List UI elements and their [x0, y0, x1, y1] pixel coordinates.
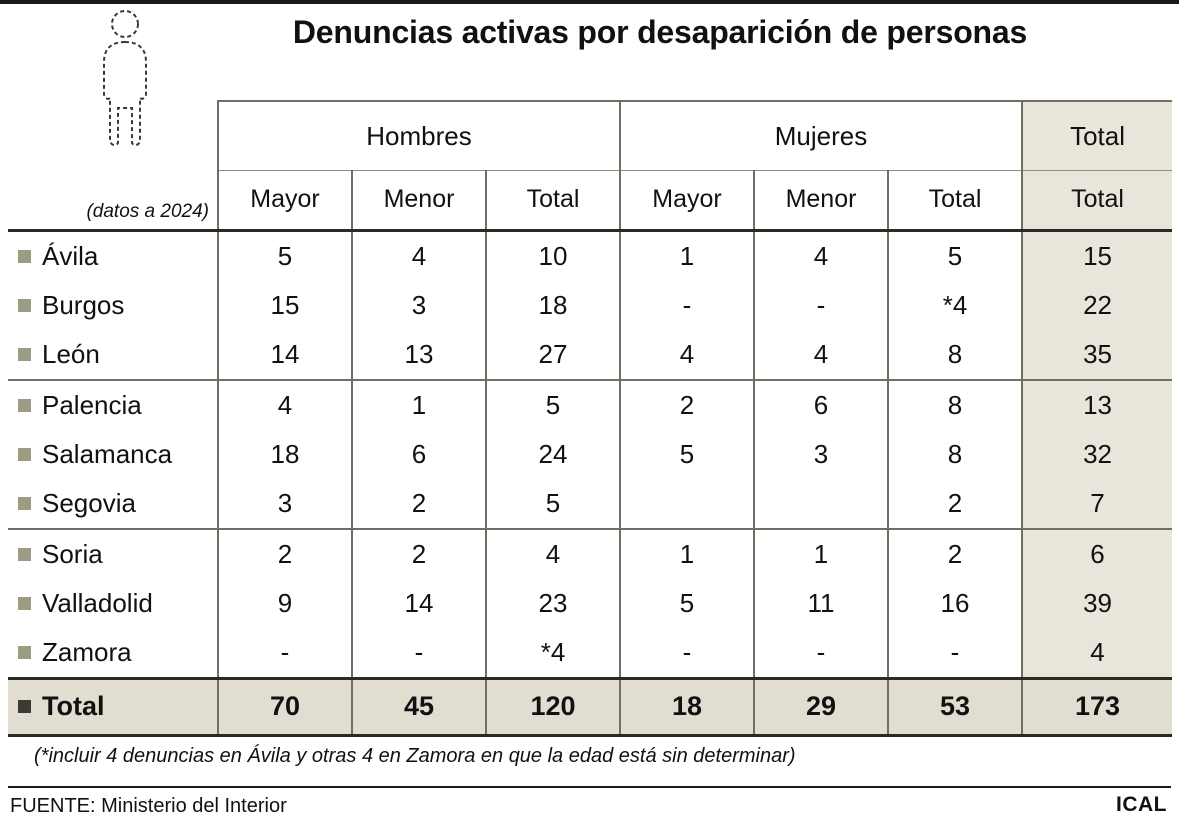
cell-segovia-m-menor: [754, 479, 888, 529]
cell-total-h-mayor: 70: [218, 678, 352, 735]
header-hombres-menor: Menor: [352, 171, 486, 231]
footnote: (*incluir 4 denuncias en Ávila y otras 4 en Zamora en que la edad está sin determinar): [34, 745, 796, 767]
cell-segovia-h-mayor: 3: [218, 479, 352, 529]
cell-avila-total: 15: [1022, 230, 1172, 281]
bullet-square-icon: [18, 646, 31, 659]
cell-salamanca-m-menor: 3: [754, 430, 888, 479]
cell-valladolid-h-menor: 14: [352, 579, 486, 628]
row-label-valladolid: Valladolid: [8, 579, 218, 628]
cell-grand-total: 173: [1022, 678, 1172, 735]
table-row: [8, 330, 1172, 380]
table-row: [8, 230, 1172, 281]
cell-valladolid-h-mayor: 9: [218, 579, 352, 628]
row-label-soria: Soria: [8, 529, 218, 579]
bullet-square-icon: [18, 597, 31, 610]
cell-leon-h-total: 27: [486, 330, 620, 380]
cell-soria-total: 6: [1022, 529, 1172, 579]
cell-burgos-h-menor: 3: [352, 281, 486, 330]
row-label-palencia: Palencia: [8, 380, 218, 430]
cell-zamora-h-total: *4: [486, 628, 620, 679]
row-label-burgos: Burgos: [8, 281, 218, 330]
cell-leon-h-menor: 13: [352, 330, 486, 380]
table-row: [8, 281, 1172, 330]
cell-total-m-mayor: 18: [620, 678, 754, 735]
bullet-square-icon: [18, 250, 31, 263]
row-label-zamora: Zamora: [8, 628, 218, 679]
row-label-segovia: Segovia: [8, 479, 218, 529]
table-row: [8, 479, 1172, 529]
cell-palencia-h-menor: 1: [352, 380, 486, 430]
table-total-row: [8, 678, 1172, 735]
header-hombres-mayor: Mayor: [218, 171, 352, 231]
cell-avila-m-mayor: 1: [620, 230, 754, 281]
row-label-total: Total: [8, 678, 218, 735]
data-table-wrapper: [8, 100, 1172, 737]
data-table: [8, 100, 1172, 737]
table-row: [8, 628, 1172, 679]
cell-segovia-h-total: 5: [486, 479, 620, 529]
cell-total-h-menor: 45: [352, 678, 486, 735]
header-group-hombres: Hombres: [218, 101, 620, 171]
page-title: Denuncias activas por desaparición de personas: [292, 14, 1028, 50]
bottom-divider: [8, 786, 1171, 788]
cell-avila-h-menor: 4: [352, 230, 486, 281]
cell-valladolid-total: 39: [1022, 579, 1172, 628]
cell-valladolid-m-total: 16: [888, 579, 1022, 628]
header-group-mujeres: Mujeres: [620, 101, 1022, 171]
cell-avila-h-total: 10: [486, 230, 620, 281]
cell-total-m-menor: 29: [754, 678, 888, 735]
cell-leon-m-mayor: 4: [620, 330, 754, 380]
bullet-square-icon: [18, 548, 31, 561]
cell-burgos-h-total: 18: [486, 281, 620, 330]
brand-label: ICAL: [1116, 793, 1167, 816]
cell-valladolid-m-mayor: 5: [620, 579, 754, 628]
cell-valladolid-h-total: 23: [486, 579, 620, 628]
cell-leon-m-total: 8: [888, 330, 1022, 380]
cell-valladolid-m-menor: 11: [754, 579, 888, 628]
cell-soria-m-total: 2: [888, 529, 1022, 579]
header-group-total: Total: [1022, 101, 1172, 171]
row-label-salamanca: Salamanca: [8, 430, 218, 479]
cell-palencia-m-mayor: 2: [620, 380, 754, 430]
row-label-avila: Ávila: [8, 230, 218, 281]
bullet-square-icon: [18, 700, 31, 713]
cell-zamora-m-mayor: -: [620, 628, 754, 679]
table-row: [8, 380, 1172, 430]
header-mujeres-menor: Menor: [754, 171, 888, 231]
source-label: FUENTE: Ministerio del Interior: [10, 795, 287, 817]
cell-salamanca-m-total: 8: [888, 430, 1022, 479]
header-mujeres-total: Total: [888, 171, 1022, 231]
cell-soria-h-mayor: 2: [218, 529, 352, 579]
cell-burgos-m-total: *4: [888, 281, 1022, 330]
cell-salamanca-h-total: 24: [486, 430, 620, 479]
header-hombres-total: Total: [486, 171, 620, 231]
cell-segovia-m-total: 2: [888, 479, 1022, 529]
cell-burgos-m-mayor: -: [620, 281, 754, 330]
cell-palencia-total: 13: [1022, 380, 1172, 430]
cell-leon-m-menor: 4: [754, 330, 888, 380]
cell-zamora-m-menor: -: [754, 628, 888, 679]
table-row: [8, 430, 1172, 479]
bullet-square-icon: [18, 399, 31, 412]
cell-leon-total: 35: [1022, 330, 1172, 380]
header-spacer: [8, 101, 218, 171]
cell-zamora-h-menor: -: [352, 628, 486, 679]
cell-palencia-m-menor: 6: [754, 380, 888, 430]
cell-segovia-m-mayor: [620, 479, 754, 529]
cell-palencia-m-total: 8: [888, 380, 1022, 430]
cell-segovia-h-menor: 2: [352, 479, 486, 529]
cell-salamanca-total: 32: [1022, 430, 1172, 479]
cell-zamora-m-total: -: [888, 628, 1022, 679]
cell-soria-h-total: 4: [486, 529, 620, 579]
cell-palencia-h-mayor: 4: [218, 380, 352, 430]
cell-avila-m-menor: 4: [754, 230, 888, 281]
cell-avila-m-total: 5: [888, 230, 1022, 281]
cell-total-m-total: 53: [888, 678, 1022, 735]
row-label-leon: León: [8, 330, 218, 380]
cell-burgos-m-menor: -: [754, 281, 888, 330]
cell-total-h-total: 120: [486, 678, 620, 735]
header-total-col: Total: [1022, 171, 1172, 231]
cell-soria-m-menor: 1: [754, 529, 888, 579]
header-mujeres-mayor: Mayor: [620, 171, 754, 231]
cell-salamanca-h-menor: 6: [352, 430, 486, 479]
cell-zamora-total: 4: [1022, 628, 1172, 679]
table-subheader-row: [8, 171, 1172, 231]
cell-zamora-h-mayor: -: [218, 628, 352, 679]
table-row: [8, 529, 1172, 579]
cell-segovia-total: 7: [1022, 479, 1172, 529]
cell-burgos-h-mayor: 15: [218, 281, 352, 330]
bullet-square-icon: [18, 348, 31, 361]
cell-avila-h-mayor: 5: [218, 230, 352, 281]
cell-salamanca-h-mayor: 18: [218, 430, 352, 479]
bullet-square-icon: [18, 448, 31, 461]
table-group-header-row: [8, 101, 1172, 171]
cell-leon-h-mayor: 14: [218, 330, 352, 380]
cell-salamanca-m-mayor: 5: [620, 430, 754, 479]
cell-soria-h-menor: 2: [352, 529, 486, 579]
bullet-square-icon: [18, 299, 31, 312]
datos-label: (datos a 2024): [8, 171, 218, 231]
top-divider: [0, 0, 1179, 4]
cell-palencia-h-total: 5: [486, 380, 620, 430]
cell-burgos-total: 22: [1022, 281, 1172, 330]
cell-soria-m-mayor: 1: [620, 529, 754, 579]
bullet-square-icon: [18, 497, 31, 510]
table-row: [8, 579, 1172, 628]
